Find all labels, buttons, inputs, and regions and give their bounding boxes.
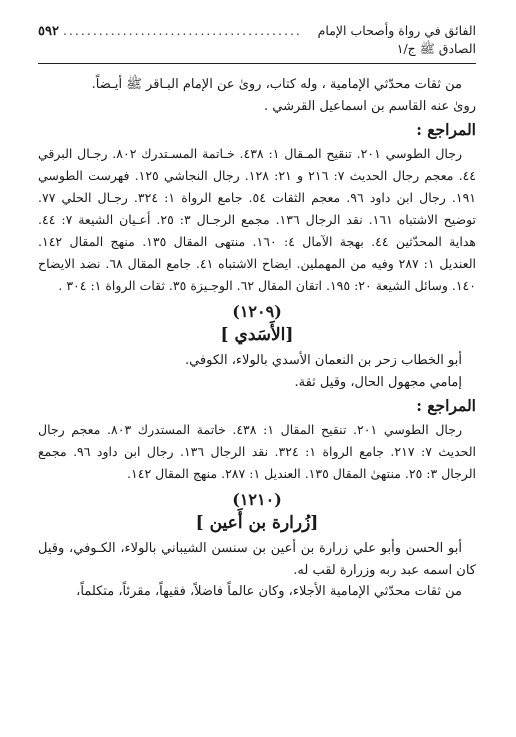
entry-line: أبو الخطاب زحر بن النعمان الأسدي بالولاء، الكوفي. <box>184 353 462 368</box>
references-heading: المراجع : <box>416 120 476 139</box>
entry-number: (١٢١٠) <box>232 490 282 509</box>
entry-line: من ثقات محدّثي الإمامية الأجلاء، وكان عالماً فاضلاً، فقيهاً، مقرئاً، متكلماً، <box>76 584 462 599</box>
page-number: ٥٩٢ <box>38 24 59 39</box>
entry-title: [زُرارة بن أَعين ] <box>195 513 319 533</box>
entry-line: أبو الحسن وأبو علي زرارة بن أعين بن سنسن الشيباني بالولاء، الكـوفي، وقيل كان اسمه عبد ربه وزرارة لقب له. <box>38 541 476 578</box>
page-header <box>38 22 476 58</box>
references-heading: المراجع : <box>416 396 476 415</box>
entry-title: [الأَسَدي ] <box>220 325 294 345</box>
running-title: الفائق في رواة وأصحاب الإمام الصادق ﷺ ج/١ <box>317 23 476 56</box>
references-text: رجال الطوسي ٢٠١. تنقيح المقال ١: ٤٣٨. خاتمة المستدرك ٨٠٣. معجم رجال الحديث ٧: ٢١٧. جامع الرواة ١: ٣٢٤. نقد الرجال ١٣٦. رجال ابن داود ٩٦. مجمع الرجال ٣: ٢٥. منتهىٰ المقال ١٣٥. العنديل ١: ٢٨٧. منهج المقال ١٤٢. <box>38 422 477 481</box>
entry-line: إمامي مجهول الحال، وقيل ثقة. <box>294 374 462 390</box>
leader-dots: ........................................ <box>62 23 302 38</box>
body-line: رویٰ عنه القاسم بن اسماعيل القرشي . <box>263 98 476 114</box>
header-rule <box>38 63 476 64</box>
body-line: من ثقات محدّثي الإمامية ، وله كتاب، رویٰ عن الإمام البـاقر ﷺ أيـضاً. <box>91 77 462 92</box>
entry-number: (١٢٠٩) <box>232 302 282 321</box>
references-text: رجال الطوسي ٢٠١. تنقيح المـقال ١: ٤٣٨. خـاتمة المسـتدرك ٨٠٢. رجـال البرقي ٤٤. معجم رجال الحديث ٧: ٢١٦ و ٢١: ١٢٨. رجال النجاشي ١٢٥. فهرست الطوسي ١٩١. رجال ابن داود ٩٦. معجم الثقات ٥٤. جامع الرواة ١: ٣٢٤. رجـال الحلي ٧٧. توضيح الاشتباه ١٦١. نقد الرجال ١٣٦. مجمع الرجـال ٣: ٢٥. أعـيان الشيعة ٧: ٤٤. هداية المحدّثين ٤٤. بهجة الآمال ٤: ١٦٠. منتهى المقال ١٣٥. منهج المقال ١٤٢. العنديل ١: ٢٨٧ وفيه من المهملين. ايضاح الاشتباه ٤١. جامع المقال ٦٨. نضد الايضاح ١٤٠. وسائل الشيعة ٢٠: ١٩٥. اتقان المقال ٦٢. الوجـيزة ٣٥. ثقات الرواة ١: ٣٠٤ . <box>38 146 477 293</box>
